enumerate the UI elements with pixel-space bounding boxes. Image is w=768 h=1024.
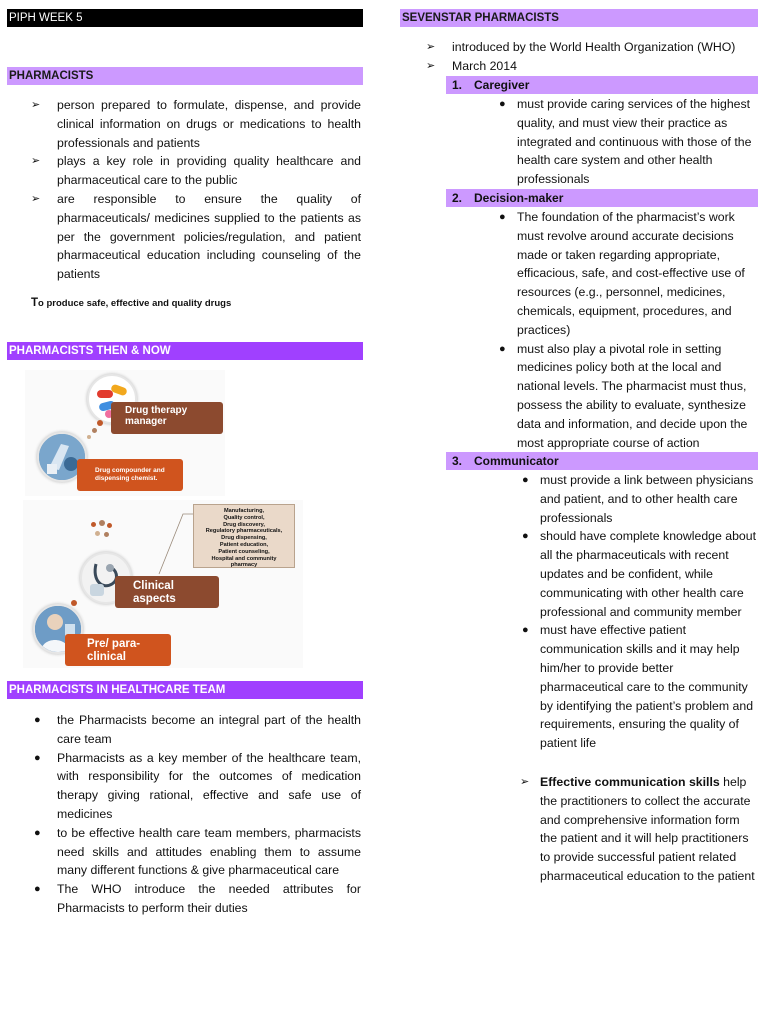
section-heading-communicator: 3. Communicator (446, 452, 758, 470)
caregiver-list (495, 95, 758, 189)
list-item: ● should have complete knowledge about all the pharmaceuticals with recent updates and be confident, while communicating with other health care professional and community member (522, 529, 757, 619)
bullet-icon: ● (34, 883, 41, 896)
list-item: ➢ Effective communication skills help the practitioners to collect the accurate and comprehensive information form the patient and it will help practitioners to provide successful patient related pharmaceutical education to the patient (520, 775, 755, 883)
decision-maker-list (495, 208, 758, 452)
connector-dot (107, 523, 112, 528)
connector-dot (92, 428, 97, 433)
pharmacists-list (31, 96, 361, 284)
section-heading-sevenstar: SEVENSTAR PHARMACISTS (400, 9, 758, 27)
bullet-icon: ● (499, 342, 506, 355)
list-item: ● Pharmacists as a key member of the healthcare team, with responsibility for the outcomes of medication therapy giving rational, effective and safe use of medicines (34, 750, 361, 821)
pre-para-clinical-label: Pre/ para-clinical (65, 634, 171, 666)
list-item: ● must provide caring services of the highest quality, and must view their practice as integrated and continuous with those of the health care system and other health professionals (499, 97, 752, 187)
arrow-bullet-icon: ➢ (31, 99, 41, 111)
drug-compounder-label: Drug compounder and dispensing chemist. (77, 459, 183, 491)
bullet-icon: ● (34, 751, 41, 764)
section-heading-caregiver: 1. Caregiver (446, 76, 758, 94)
figure-drug-therapy (25, 370, 225, 496)
communicator-sublist (518, 773, 758, 886)
page-header: PIPH WEEK 5 (7, 9, 363, 27)
bullet-icon: ● (499, 211, 506, 223)
list-item: ● the Pharmacists become an integral part of the health care team (34, 713, 361, 746)
list-item: ➢ person prepared to formulate, dispense, and provide clinical information on drugs or medications to health professionals and patients (31, 98, 361, 150)
bullet-icon: ● (522, 530, 529, 543)
list-item: ● The WHO introduce the needed attributes for Pharmacists to perform their duties (34, 882, 361, 915)
list-item: ● to be effective health care team members, pharmacists need skills and attitudes enabling them to assume many different functions & give pharmaceutical care (34, 825, 361, 878)
list-item: ➢ introduced by the World Health Organization (WHO) (426, 38, 756, 57)
connector-line (143, 508, 203, 578)
arrow-bullet-icon: ➢ (31, 192, 41, 205)
section-heading-pharmacists: PHARMACISTS (7, 67, 363, 85)
connector-dot (91, 522, 96, 527)
bullet-icon: ● (34, 826, 41, 839)
list-item: ● must have effective patient communication skills and it may help him/her to provide better pharmaceutical care to the community by identifying the patient’s problem and requirements, ensuring the quality of patient life (522, 623, 754, 751)
list-item: ● The foundation of the pharmacist’s work must revolve around accurate decisions made or taken regarding appropriate, efficacious, safe, and cost-effective use of resources (e.g., personnel, medicines, chemicals, equipment, procedures, and practices) (499, 210, 745, 337)
drug-therapy-manager-label: Drug therapy manager (111, 402, 223, 434)
bullet-icon: ● (522, 474, 529, 486)
note-text: To produce safe, effective and quality drugs (31, 297, 232, 309)
list-item: ➢ are responsible to ensure the quality of pharmaceuticals/ medicines supplied to the patients as per the government policies/regulation, and patient pharmaceutical education including counseling of the patients (31, 191, 361, 282)
section-heading-healthcare-team: PHARMACISTS IN HEALTHCARE TEAM (7, 681, 363, 699)
connector-dot (87, 435, 91, 439)
activities-list-box: Manufacturing, Quality control, Drug discovery, Regulatory pharmaceuticals, Drug dispensing, Patient education, Patient counseling, Hospital and community pharmacy (193, 504, 295, 568)
connector-dot (71, 600, 77, 606)
list-item: ● must provide a link between physicians and patient, and to other health care professionals (522, 473, 754, 525)
list-item: ● must also play a pivotal role in setting medicines policy both at the local and national levels. The pharmacist must thus, possess the ability to evaluate, synthesize data and information, and decide upon the most appropriate course of action (499, 341, 748, 450)
connector-dot (99, 520, 105, 526)
healthcare-team-list (31, 711, 361, 918)
connector-dot (104, 532, 109, 537)
bullet-icon: ● (522, 624, 529, 637)
section-heading-then-now: PHARMACISTS THEN & NOW (7, 342, 363, 360)
arrow-bullet-icon: ➢ (31, 155, 41, 168)
sevenstar-intro-list (426, 38, 756, 76)
clinical-aspects-label: Clinical aspects (115, 576, 219, 608)
bullet-icon: ● (34, 714, 41, 726)
list-item: ➢ plays a key role in providing quality healthcare and pharmaceutical care to the public (31, 154, 361, 188)
arrow-bullet-icon: ➢ (426, 59, 436, 72)
arrow-bullet-icon: ➢ (520, 776, 530, 788)
figure-clinical-aspects (23, 500, 303, 668)
arrow-bullet-icon: ➢ (426, 41, 436, 53)
connector-dot (95, 531, 100, 536)
connector-dot (97, 420, 103, 426)
communicator-list (518, 471, 758, 753)
section-heading-decision-maker: 2. Decision-maker (446, 189, 758, 207)
list-item: ➢ March 2014 (426, 57, 756, 76)
bullet-icon: ● (499, 98, 506, 110)
